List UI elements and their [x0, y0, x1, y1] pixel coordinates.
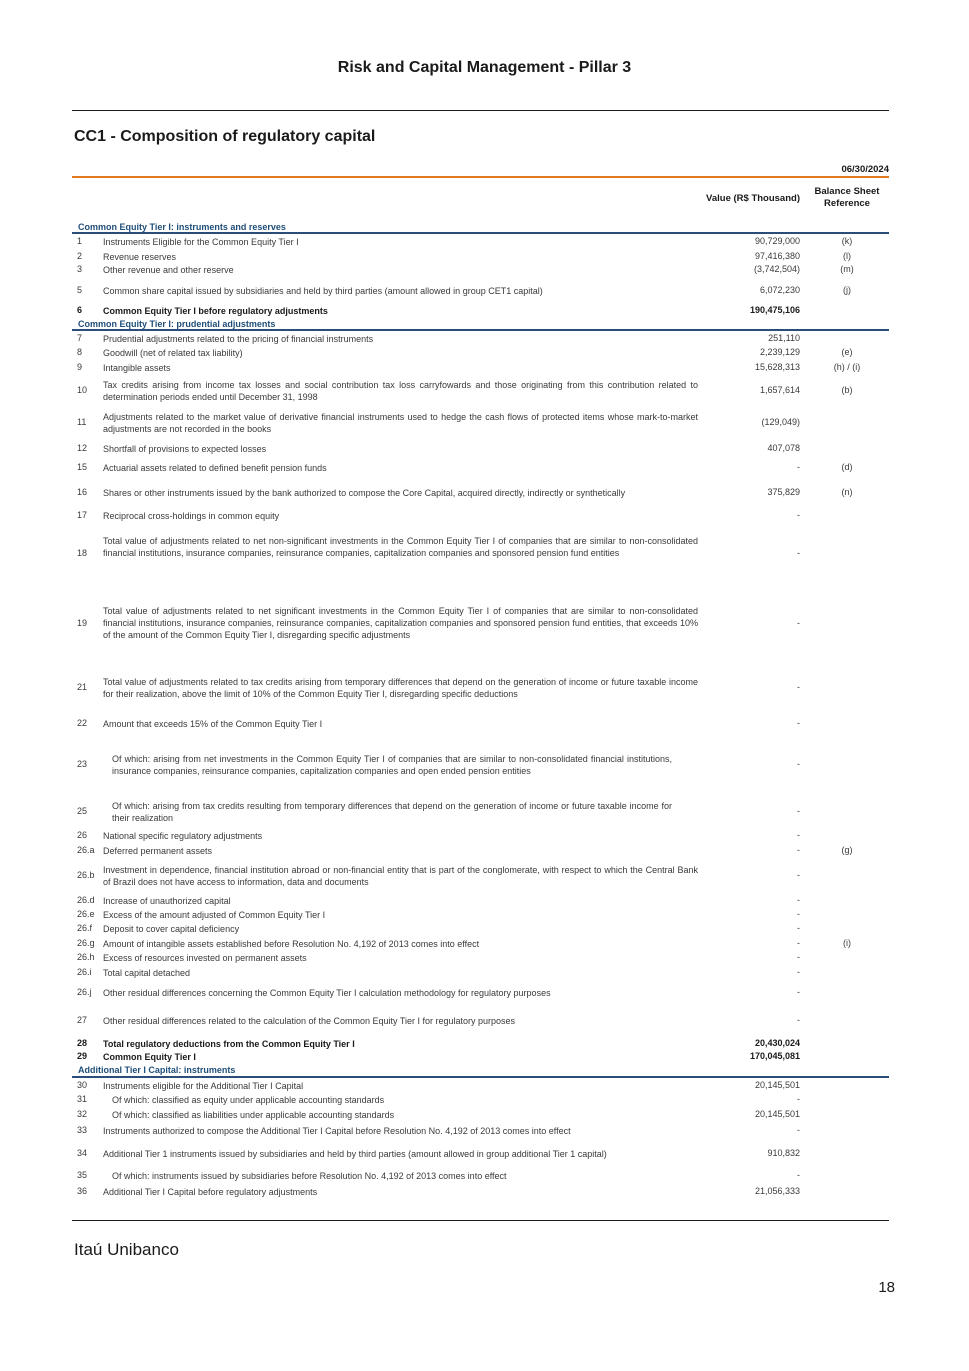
row-reference: (j) [843, 285, 851, 295]
row-label: Revenue reserves [103, 252, 177, 262]
row-value: 1,657,614 [759, 385, 800, 395]
row-number: 26.f [77, 923, 93, 933]
row-value: 375,829 [767, 487, 800, 497]
group-divider [72, 329, 889, 331]
row-label: Intangible assets [103, 363, 171, 373]
row-label: Common Equity Tier I before regulatory adjustments [103, 306, 328, 316]
group-header-cet1-prudential: Common Equity Tier I: prudential adjustments [78, 319, 276, 329]
row-value: - [797, 967, 800, 977]
row-number: 26.h [77, 952, 95, 962]
row-reference: (m) [840, 264, 854, 274]
row-number: 15 [77, 462, 88, 472]
row-label: Deposit to cover capital deficiency [103, 924, 240, 934]
row-value: 2,239,129 [759, 347, 800, 357]
row-value: - [797, 682, 800, 692]
row-label: Shares or other instruments issued by the bank authorized to compose the Core Capital, acquired directly, indirectly or synthetically [103, 488, 626, 498]
row-number: 12 [77, 443, 88, 453]
row-label: Increase of unauthorized capital [103, 896, 231, 906]
row-value: - [797, 987, 800, 997]
row-reference: (g) [841, 845, 853, 855]
row-label: Of which: arising from tax credits resulting from temporary differences that depend on the generation of income or future taxable income for their realization [112, 801, 672, 823]
row-number: 26.a [77, 845, 95, 855]
row-label: Other residual differences related to the calculation of the Common Equity Tier I for regulatory purposes [103, 1016, 516, 1026]
row-number: 9 [77, 362, 83, 372]
row-value: 90,729,000 [754, 236, 800, 246]
row-label: Tax credits arising from income tax losses and social contribution tax loss carryfowards and those originating from this contribution related to determination periods ended until December 31, 1998 [103, 380, 698, 402]
row-value: 20,430,024 [754, 1038, 800, 1048]
row-number: 6 [77, 305, 83, 315]
row-label: Reciprocal cross-holdings in common equity [103, 511, 280, 521]
row-label: Amount of intangible assets established before Resolution No. 4,192 of 2013 comes into effect [103, 939, 480, 949]
row-value: 21,056,333 [754, 1186, 800, 1196]
row-value: - [797, 806, 800, 816]
row-reference: (b) [841, 385, 853, 395]
page-header-title: Risk and Capital Management - Pillar 3 [337, 59, 632, 76]
row-label: Total value of adjustments related to tax credits arising from temporary differences that depend on the generation of income or future taxable income for their realization, above the limit of 10% of the Common Equity Tier I, disregarding specific deductions [103, 677, 698, 699]
row-value: 20,145,501 [754, 1080, 800, 1090]
row-value: 251,110 [768, 333, 800, 343]
row-number: 26 [77, 830, 88, 840]
column-header-reference [805, 186, 889, 210]
row-label: Of which: instruments issued by subsidiaries before Resolution No. 4,192 of 2013 comes into effect [112, 1171, 507, 1181]
row-number: 26.e [77, 909, 95, 919]
row-number: 33 [77, 1125, 88, 1135]
row-number: 35 [77, 1170, 88, 1180]
report-date: 06/30/2024 [841, 164, 889, 175]
page-number: 18 [878, 1279, 895, 1296]
row-value: - [797, 718, 800, 728]
row-value: - [797, 870, 800, 880]
row-label: Excess of the amount adjusted of Common Equity Tier I [103, 910, 326, 920]
row-value: - [797, 1094, 800, 1104]
row-reference: (e) [841, 347, 853, 357]
row-label: Excess of resources invested on permanent assets [103, 953, 307, 963]
row-label: Total value of adjustments related to net non-significant investments in the Common Equity Tier I of companies that are similar to non-consolidated financial institutions, insurance companies, reinsurance companies, capitalization companies and sponsored pension fund entities [103, 536, 698, 558]
row-label: Common Equity Tier I [103, 1052, 196, 1062]
row-value: - [797, 510, 800, 520]
row-value: - [797, 618, 800, 628]
row-value: 20,145,501 [754, 1109, 800, 1119]
row-reference: (h) / (i) [833, 362, 861, 372]
row-value: 15,628,313 [754, 362, 800, 372]
row-number: 27 [77, 1015, 88, 1025]
section-title: CC1 - Composition of regulatory capital [74, 128, 376, 145]
row-label: Total capital detached [103, 968, 191, 978]
row-value: 97,416,380 [754, 251, 800, 261]
row-number: 2 [77, 251, 83, 261]
row-value: 190,475,106 [749, 305, 800, 315]
row-value: - [797, 1125, 800, 1135]
row-number: 3 [77, 264, 83, 274]
row-number: 26.i [77, 967, 92, 977]
footer-divider [72, 1220, 889, 1221]
row-value: - [797, 938, 800, 948]
row-number: 1 [77, 236, 83, 246]
group-header-cet1-instruments: Common Equity Tier I: instruments and reserves [78, 222, 286, 232]
row-number: 25 [77, 806, 88, 816]
row-number: 23 [77, 759, 88, 769]
row-value: - [797, 909, 800, 919]
row-label: Shortfall of provisions to expected losses [103, 444, 267, 454]
row-label: Instruments authorized to compose the Additional Tier I Capital before Resolution No. 4,192 of 2013 comes into effect [103, 1126, 571, 1136]
row-number: 5 [77, 285, 83, 295]
row-value: - [797, 830, 800, 840]
header-divider [72, 110, 889, 111]
row-label: Instruments Eligible for the Common Equity Tier I [103, 237, 299, 247]
row-number: 29 [77, 1051, 88, 1061]
row-label: Other revenue and other reserve [103, 265, 234, 275]
row-label: Instruments eligible for the Additional Tier I Capital [103, 1081, 304, 1091]
row-reference: (k) [841, 236, 853, 246]
row-number: 22 [77, 718, 88, 728]
row-number: 16 [77, 487, 88, 497]
orange-divider [72, 176, 889, 178]
row-number: 26.j [77, 987, 92, 997]
row-number: 26.b [77, 870, 95, 880]
row-value: - [797, 923, 800, 933]
row-label: Amount that exceeds 15% of the Common Equity Tier I [103, 719, 323, 729]
row-label: Deferred permanent assets [103, 846, 213, 856]
row-number: 18 [77, 548, 88, 558]
row-label: Total value of adjustments related to net significant investments in the Common Equity Tier I of companies that are similar to non-consolidated financial institutions, insurance companies, reinsurance companies, capitalization companies and sponsored pension fund entities, that exceeds 10% of the amount of the Common Equity Tier I, disregarding specific adjustments [103, 606, 698, 640]
row-number: 8 [77, 347, 83, 357]
row-number: 17 [77, 510, 88, 520]
row-number: 31 [77, 1094, 88, 1104]
row-value: (129,049) [761, 417, 800, 427]
row-number: 11 [77, 417, 87, 427]
row-value: - [797, 462, 800, 472]
row-value: 910,832 [767, 1148, 800, 1158]
row-number: 36 [77, 1186, 88, 1196]
column-header-reference-line1: Balance Sheet [814, 186, 880, 197]
row-reference: (i) [843, 938, 851, 948]
row-value: - [797, 1170, 800, 1180]
row-number: 21 [77, 682, 88, 692]
row-label: Goodwill (net of related tax liability) [103, 348, 243, 358]
row-value: 6,072,230 [759, 285, 800, 295]
row-label: Of which: arising from net investments in the Common Equity Tier I of companies that are similar to non-consolidated financial institutions, insurance companies, reinsurance companies, capitalization companies and open ended pension entities [112, 754, 672, 776]
row-label: Prudential adjustments related to the pricing of financial instruments [103, 334, 374, 344]
footer-brand: Itaú Unibanco [74, 1240, 179, 1259]
row-value: - [797, 895, 800, 905]
row-label: Total regulatory deductions from the Common Equity Tier I [103, 1039, 355, 1049]
row-value: (3,742,504) [753, 264, 800, 274]
row-label: Adjustments related to the market value of derivative financial instruments used to hedge the cash flows of protected items whose mark-to-market adjustments are not recorded in the books [103, 412, 698, 434]
row-number: 26.g [77, 938, 95, 948]
row-number: 19 [77, 618, 88, 628]
row-label: Common share capital issued by subsidiaries and held by third parties (amount allowed in group CET1 capital) [103, 286, 543, 296]
row-number: 32 [77, 1109, 88, 1119]
group-header-at1-instruments: Additional Tier I Capital: instruments [78, 1065, 236, 1075]
row-label: Additional Tier 1 instruments issued by subsidiaries and held by third parties (amount allowed in group additional Tier 1 capital) [103, 1149, 607, 1159]
row-number: 28 [77, 1038, 88, 1048]
row-label: Additional Tier I Capital before regulatory adjustments [103, 1187, 318, 1197]
row-value: 407,078 [767, 443, 800, 453]
row-reference: (l) [843, 251, 851, 261]
row-value: - [797, 845, 800, 855]
column-header-reference-line2: Reference [824, 198, 870, 209]
row-reference: (d) [841, 462, 853, 472]
row-label: National specific regulatory adjustments [103, 831, 263, 841]
row-label: Investment in dependence, financial institution abroad or non-financial entity that is part of the conglomerate, with respect to which the Central Bank of Brazil does not have access to information, data and documents [103, 865, 698, 887]
row-label: Actuarial assets related to defined benefit pension funds [103, 463, 327, 473]
row-number: 7 [77, 333, 83, 343]
group-divider [72, 232, 889, 234]
row-value: - [797, 952, 800, 962]
row-value: 170,045,081 [749, 1051, 800, 1061]
row-value: - [797, 548, 800, 558]
row-number: 10 [77, 385, 88, 395]
column-header-value: Value (R$ Thousand) [706, 193, 800, 204]
row-label: Of which: classified as equity under applicable accounting standards [112, 1095, 385, 1105]
row-number: 26.d [77, 895, 95, 905]
row-label: Other residual differences concerning the Common Equity Tier I calculation methodology for regulatory purposes [103, 988, 551, 998]
group-divider [72, 1076, 889, 1078]
row-number: 34 [77, 1148, 88, 1158]
row-value: - [797, 1015, 800, 1025]
row-reference: (n) [841, 487, 853, 497]
row-value: - [797, 759, 800, 769]
row-number: 30 [77, 1080, 88, 1090]
row-label: Of which: classified as liabilities under applicable accounting standards [112, 1110, 395, 1120]
